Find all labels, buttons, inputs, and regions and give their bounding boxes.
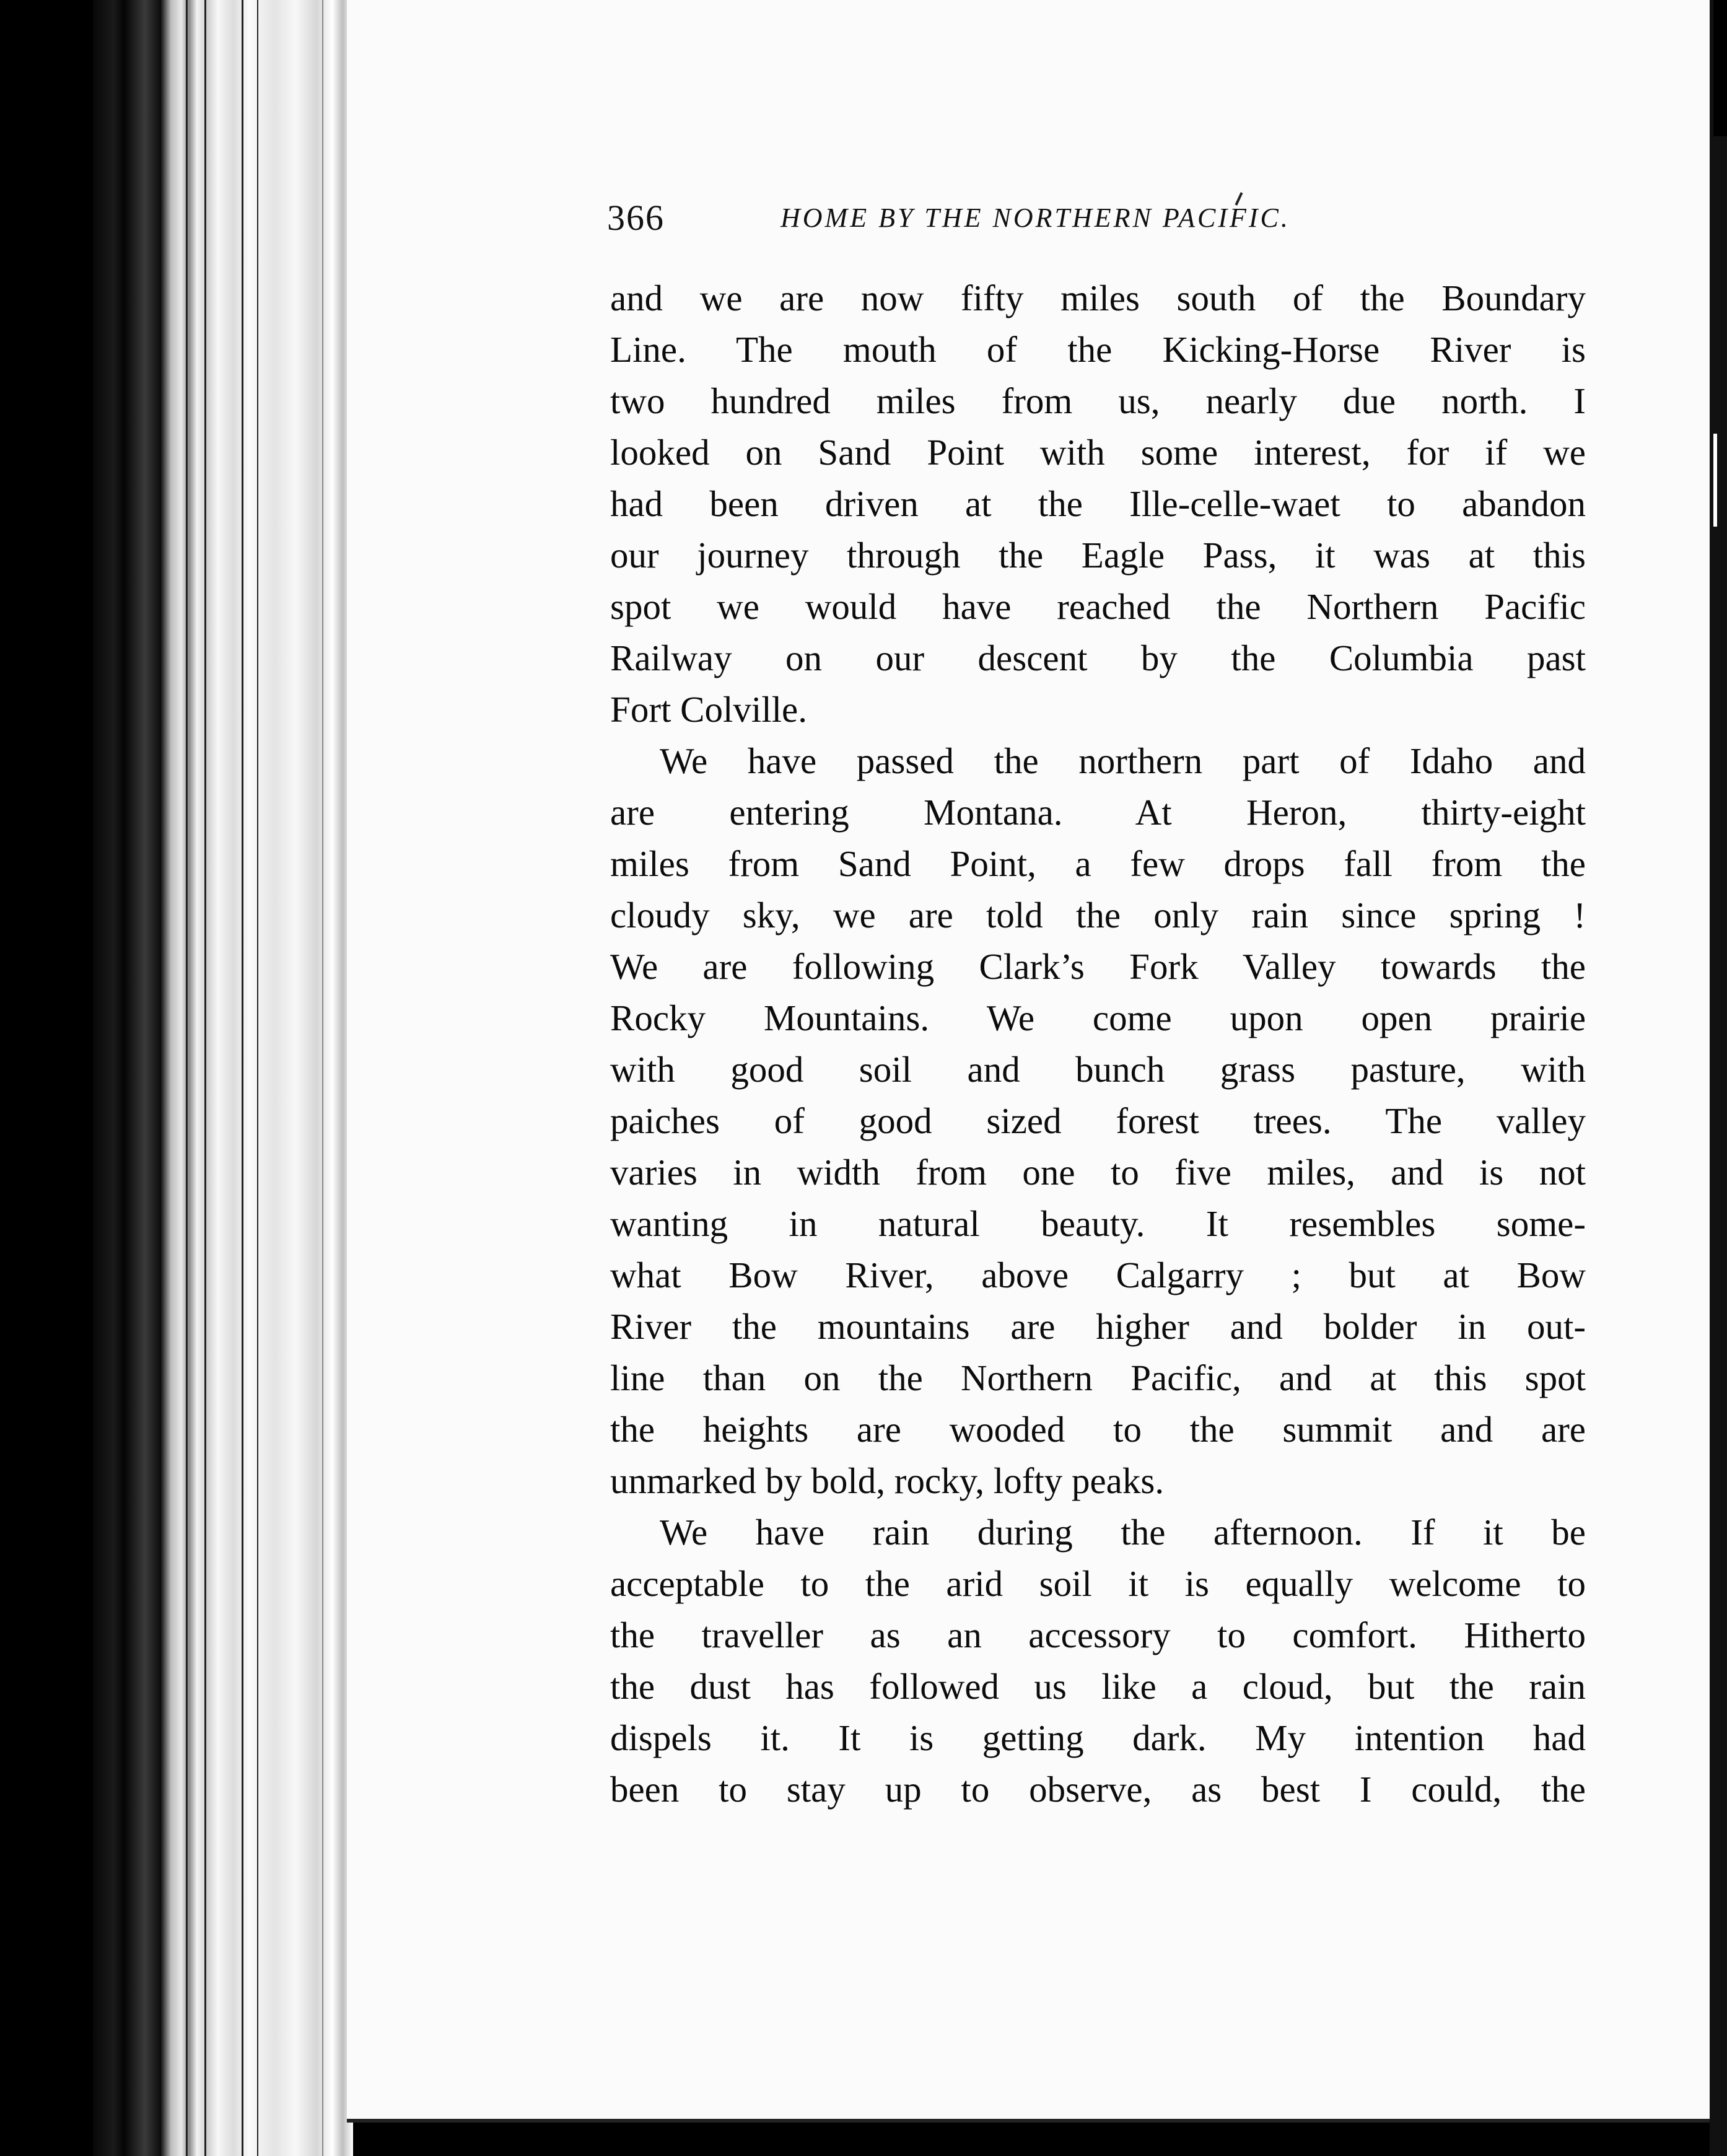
text-line: are entering Montana. At Heron, thirty-eight <box>610 792 1586 833</box>
text-line: with good soil and bunch grass pasture, with <box>610 1049 1586 1090</box>
text-line: cloudy sky, we are told the only rain since spring ! <box>610 895 1586 936</box>
page-edge-line <box>242 0 243 2156</box>
text-line: the dust has followed us like a cloud, but the rain <box>610 1666 1586 1707</box>
text-line: paiches of good sized forest trees. The valley <box>610 1100 1586 1141</box>
text-line: We have rain during the afternoon. If it be <box>660 1512 1586 1553</box>
text-line: and we are now fifty miles south of the Boundary <box>610 278 1586 318</box>
text-line: been to stay up to observe, as best I could, the <box>610 1769 1586 1810</box>
text-line: looked on Sand Point with some interest, for if we <box>610 432 1586 473</box>
text-line: dispels it. It is getting dark. My intention had <box>610 1717 1586 1758</box>
page-header <box>607 197 1425 247</box>
text-line: spot we would have reached the Northern Pacific <box>610 586 1586 627</box>
text-line: the traveller as an accessory to comfort. Hitherto <box>610 1615 1586 1655</box>
text-line: We have passed the northern part of Idaho and <box>660 740 1586 781</box>
text-line: Fort Colville. <box>610 689 807 730</box>
page-edge-line <box>257 0 258 2156</box>
text-line: line than on the Northern Pacific, and at this spot <box>610 1357 1586 1398</box>
text-line: two hundred miles from us, nearly due north. I <box>610 380 1586 421</box>
text-line: Line. The mouth of the Kicking-Horse River is <box>610 329 1586 370</box>
text-line: wanting in natural beauty. It resembles some- <box>610 1203 1586 1244</box>
text-line: had been driven at the Ille-celle-waet to abandon <box>610 483 1586 524</box>
text-line: varies in width from one to five miles, and is not <box>610 1152 1586 1193</box>
text-line: acceptable to the arid soil it is equally welcome to <box>610 1563 1586 1604</box>
page-edge-line <box>204 0 206 2156</box>
text-line: what Bow River, above Calgarry ; but at Bow <box>610 1255 1586 1295</box>
text-line: miles from Sand Point, a few drops fall from the <box>610 843 1586 884</box>
text-line: We are following Clark’s Fork Valley towards the <box>610 946 1586 987</box>
text-line: the heights are wooded to the summit and are <box>610 1409 1586 1450</box>
book-page-stack <box>93 0 353 2156</box>
running-head: HOME BY THE NORTHERN PACIFIC. <box>780 203 1290 233</box>
text-line: Rocky Mountains. We come upon open prairie <box>610 997 1586 1038</box>
body-text <box>610 273 1586 1815</box>
right-edge-highlight <box>1713 434 1717 527</box>
page-number: 366 <box>607 198 665 238</box>
text-line: River the mountains are higher and bolder in out- <box>610 1306 1586 1347</box>
text-line: Railway on our descent by the Columbia past <box>610 638 1586 678</box>
right-book-edge <box>1710 136 1727 2156</box>
text-line: unmarked by bold, rocky, lofty peaks. <box>610 1460 1165 1501</box>
page-edge-line <box>322 0 323 2156</box>
text-line: our journey through the Eagle Pass, it was at this <box>610 535 1586 576</box>
page-edge-line <box>186 0 188 2156</box>
